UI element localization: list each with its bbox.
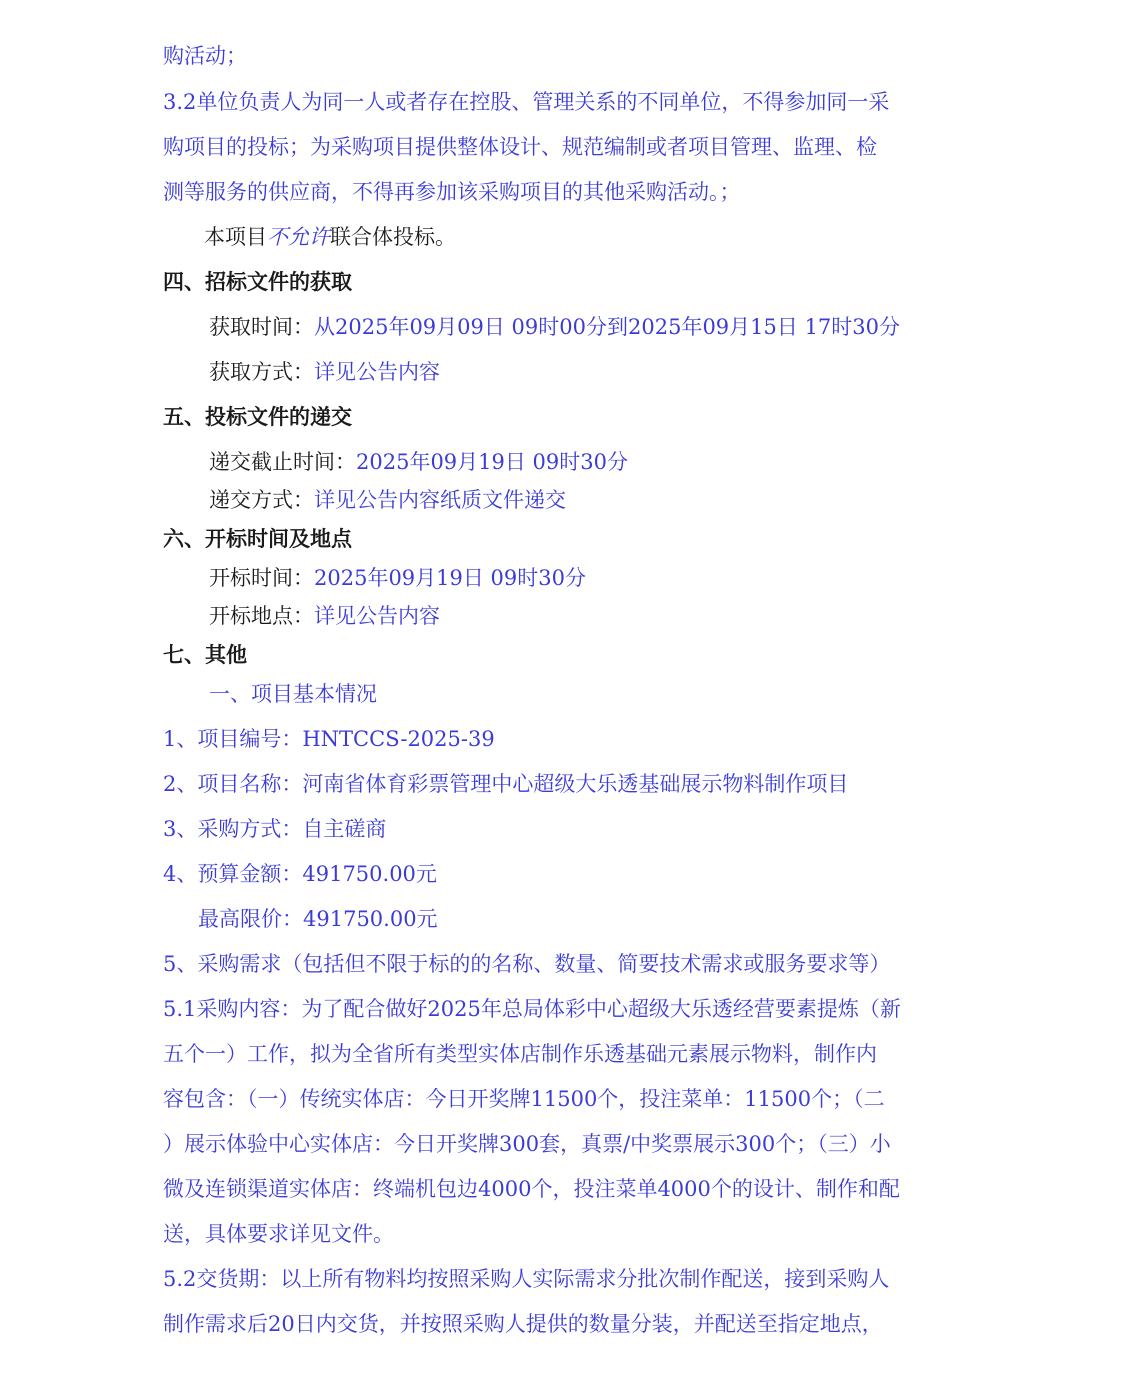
field-value: 详见公告内容纸质文件递交 xyxy=(314,488,566,512)
section-heading: 七、其他 xyxy=(163,642,247,667)
list-item: 最高限价：491750.00元 xyxy=(198,907,438,931)
text-line: ）展示体验中心实体店：今日开奖牌300套，真票/中奖票展示300个；（三）小 xyxy=(163,1132,891,1156)
text-line: 测等服务的供应商，不得再参加该采购项目的其他采购活动。； xyxy=(163,180,741,204)
field-label: 开标地点： xyxy=(209,604,314,628)
field-value: 详见公告内容 xyxy=(314,360,440,384)
text-line: 微及连锁渠道实体店：终端机包边4000个，投注菜单4000个的设计、制作和配 xyxy=(163,1177,900,1201)
text-line: 购活动； xyxy=(163,44,247,68)
sub-heading: 一、项目基本情况 xyxy=(209,682,377,706)
text-line: 购项目的投标；为采购项目提供整体设计、规范编制或者项目管理、监理、检 xyxy=(163,135,877,159)
list-item: 5、采购需求（包括但不限于标的的名称、数量、简要技术需求或服务要求等） xyxy=(163,952,891,976)
text-line: 五个一）工作，拟为全省所有类型实体店制作乐透基础元素展示物料，制作内 xyxy=(163,1042,877,1066)
text-line: 5.2交货期：以上所有物料均按照采购人实际需求分批次制作配送，接到采购人 xyxy=(163,1267,890,1291)
consortium-suffix: 联合体投标。 xyxy=(330,225,456,249)
text-line: 3.2单位负责人为同一人或者存在控股、管理关系的不同单位，不得参加同一采 xyxy=(163,90,890,114)
submit-method-line xyxy=(209,486,566,514)
field-label: 获取时间： xyxy=(209,315,314,339)
field-value: 从2025年09月09日 09时00分到2025年09月15日 17时30分 xyxy=(314,315,901,339)
consortium-line xyxy=(204,223,456,251)
text-line: 容包含：（一）传统实体店：今日开奖牌11500个，投注菜单：11500个；（二 xyxy=(163,1087,885,1111)
opening-time-line xyxy=(209,564,586,592)
consortium-prefix: 本项目 xyxy=(204,225,267,249)
field-value: 2025年09月19日 09时30分 xyxy=(314,566,587,590)
deadline-line xyxy=(209,448,628,476)
list-item: 3、采购方式：自主磋商 xyxy=(163,817,387,841)
text-line: 5.1采购内容：为了配合做好2025年总局体彩中心超级大乐透经营要素提炼（新 xyxy=(163,997,901,1021)
consortium-value: 不允许 xyxy=(267,225,330,249)
field-label: 递交方式： xyxy=(209,488,314,512)
opening-place-line xyxy=(209,602,440,630)
obtain-method-line xyxy=(209,358,440,386)
field-label: 获取方式： xyxy=(209,360,314,384)
text-line: 送，具体要求详见文件。 xyxy=(163,1222,394,1246)
field-label: 开标时间： xyxy=(209,566,314,590)
list-item: 4、预算金额：491750.00元 xyxy=(163,862,437,886)
field-value: 2025年09月19日 09时30分 xyxy=(356,450,629,474)
text-line: 制作需求后20日内交货，并按照采购人提供的数量分装，并配送至指定地点， xyxy=(163,1312,883,1336)
section-heading: 四、招标文件的获取 xyxy=(163,269,352,294)
obtain-time-line xyxy=(209,313,900,341)
list-item: 1、项目编号：HNTCCS-2025-39 xyxy=(163,727,495,751)
section-heading: 五、投标文件的递交 xyxy=(163,404,352,429)
list-item: 2、项目名称：河南省体育彩票管理中心超级大乐透基础展示物料制作项目 xyxy=(163,772,849,796)
field-value: 详见公告内容 xyxy=(314,604,440,628)
field-label: 递交截止时间： xyxy=(209,450,356,474)
section-heading: 六、开标时间及地点 xyxy=(163,526,352,551)
